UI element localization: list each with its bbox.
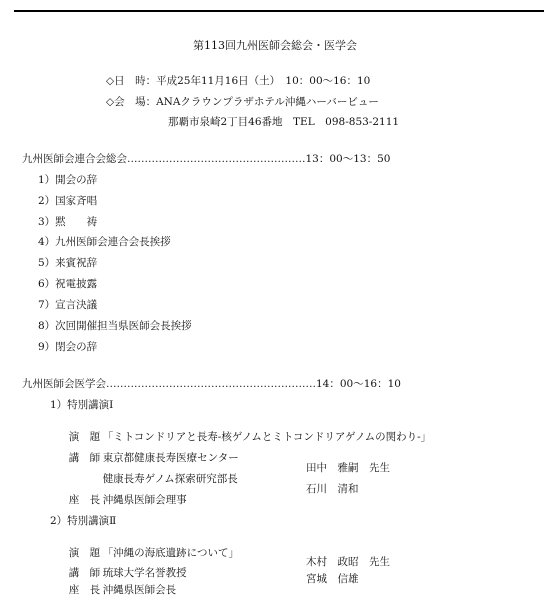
chair-key: 座 長: [68, 493, 101, 506]
venue-line: [106, 97, 379, 108]
agenda-item: 4）九州医師会連合会長挨拶: [38, 236, 171, 248]
lecture-1-chair-org: 沖縄県医師会理事: [102, 493, 187, 506]
page-title: 第113回九州医師会総会・医学会: [193, 39, 357, 52]
speaker-key: 講 師: [68, 566, 101, 579]
lecture-1-speaker-row-2: [62, 462, 390, 485]
lecture-1-chair-row: [62, 483, 359, 506]
lecture-1-speaker-row: [62, 442, 239, 463]
lecture-2-label: 2）特別講演Ⅱ: [50, 515, 117, 527]
speaker-key: 講 師: [68, 451, 101, 464]
venue-value: ANAクラウンプラザホテル沖縄ハーバービュー: [156, 96, 379, 108]
title-key: 演 題: [68, 546, 101, 559]
agenda-item: 5）来賓祝辞: [38, 257, 98, 269]
venue-address: 那覇市泉崎2丁目46番地 TEL 098-853-2111: [168, 116, 400, 128]
chair-key: 座 長: [68, 583, 101, 596]
lecture-2-title: 「沖縄の海底遺跡について」: [102, 546, 239, 559]
agenda-item: 2）国家斉唱: [38, 195, 98, 207]
agenda-item: 7）宣言決議: [38, 299, 98, 311]
lecture-2-chair-org: 沖縄県医師会長: [102, 583, 177, 596]
venue-label: ◇会 場：: [106, 96, 157, 108]
lecture-2-speaker-name: 木村 政昭 先生: [306, 556, 390, 568]
lecture-2-title-row: [62, 537, 239, 558]
general-meeting-heading: 九州医師会連合会総会……………………………………………13：00～13：50: [22, 153, 391, 165]
date-line: [106, 76, 370, 87]
lecture-1-speaker-dept: 健康長寿ゲノム探索研究部長: [102, 472, 238, 485]
lecture-1-title-row: [62, 421, 431, 442]
date-value: 平成25年11月16日（土） 10：00～16：10: [156, 75, 371, 87]
medical-meeting-heading: 九州医師会医学会……………………………………………………14：00～16：10: [22, 378, 401, 390]
lecture-1-title: 「ミトコンドリアと長寿-核ゲノムとミトコンドリアゲノムの関わり-」: [102, 430, 432, 443]
lecture-1-label: 1）特別講演Ⅰ: [50, 399, 114, 411]
agenda-item: 1）開会の辞: [38, 174, 98, 186]
date-label: ◇日 時：: [106, 75, 157, 87]
agenda-item: 8）次回開催担当県医師会長挨拶: [38, 320, 192, 332]
lecture-2-chair-row: [62, 573, 359, 596]
top-rule: [14, 10, 544, 12]
lecture-1-chair-name: 石川 清和: [306, 483, 359, 495]
lecture-2-speaker-org: 琉球大学名誉教授: [102, 566, 187, 579]
lecture-1-speaker-org: 東京都健康長寿医療センター: [102, 451, 239, 464]
agenda-item: 6）祝電披露: [38, 278, 98, 290]
lecture-2-chair-name: 宮城 信雄: [306, 573, 359, 585]
agenda-item: 3）黙 祷: [38, 216, 98, 228]
lecture-1-speaker-name: 田中 雅嗣 先生: [306, 462, 390, 474]
title-key: 演 題: [68, 430, 101, 443]
agenda-item: 9）閉会の辞: [38, 341, 98, 353]
